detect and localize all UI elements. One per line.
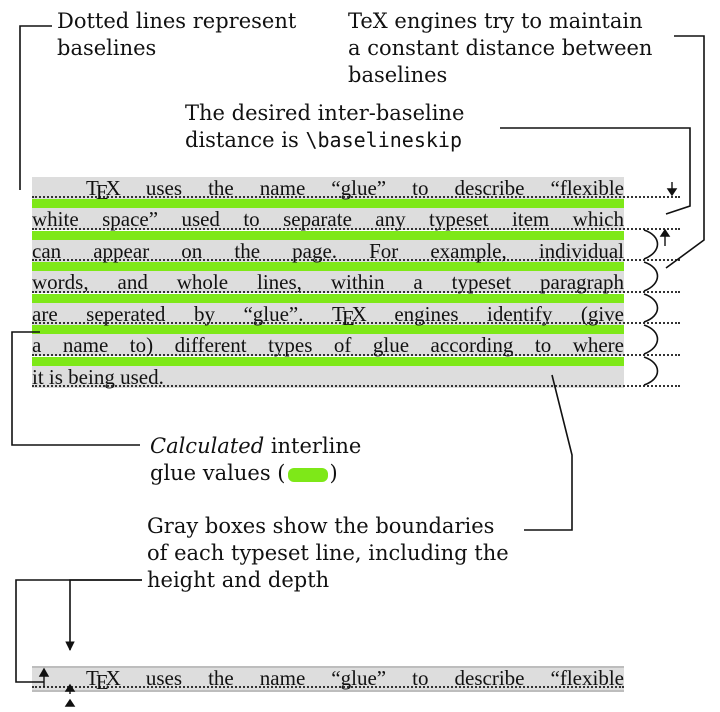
baselineskip-brace [644,357,658,385]
paragraph-line-6: a name to) different types of glue according to where [32,333,624,357]
callout-text: interline [264,434,362,458]
leader-height-depth [16,580,142,682]
logo-letter: X [105,176,120,200]
callout-text: distance is [185,128,306,152]
logo-letter: X [105,666,120,690]
top-arrow-head [668,189,676,195]
leader-calculated-glue [12,332,140,445]
callout-text: glue values ( [150,461,286,485]
baselineskip-brace [644,294,658,322]
paragraph-line-4: words, and whole lines, within a typeset paragraph [32,270,624,294]
callout-line: Dotted lines represent [57,9,297,33]
first-gap-arrow-head [661,230,669,236]
leader-tex-engines [666,36,704,268]
logo-letter: E [95,180,108,200]
example-text: uses the name “glue” to describe “flexible [145,666,624,690]
logo-letter: X [351,302,366,326]
callout-line: Gray boxes show the boundaries [147,514,495,538]
callout-line: height and depth [147,568,330,592]
leader-arrow-height [70,580,142,650]
paragraph-text: engines identify (give [394,302,624,326]
callout-line: of each typeset line, including the [147,541,509,565]
baselineskip-brace [644,325,658,354]
baselineskip-code: \baselineskip [305,128,462,152]
depth-arrow-bottom [66,700,74,706]
depth-arrow-head [66,685,74,691]
callout-line: a constant distance between [348,36,653,60]
callout-line: baselines [348,63,448,87]
logo-letter: T [86,666,98,690]
leader-gray-boxes [524,375,572,530]
callout-line: baselines [57,36,157,60]
leader-dotted-baselines [20,26,52,190]
callout-text: ) [329,461,338,485]
height-arrow-head [40,669,48,676]
paragraph-text: are seperated by “glue”. [32,302,304,326]
paragraph-line-2: white space” used to separate any typeset item which [32,207,624,231]
baselineskip-brace [644,262,658,291]
callout-line: The desired inter-baseline [185,101,465,125]
callout-italic: Calculated [150,434,265,458]
leader-baselineskip [500,128,690,214]
callout-line: TeX engines try to maintain [348,9,643,33]
paragraph-line-7: it is being used. [32,365,164,389]
logo-letter: E [341,306,354,326]
logo-letter: T [86,176,98,200]
baselineskip-brace [644,230,658,259]
paragraph-line-3: can appear on the page. For example, individual [32,239,624,263]
logo-letter: T [332,302,344,326]
paragraph-text: uses the name “glue” to describe “flexible [145,176,624,200]
logo-letter: E [95,670,108,690]
